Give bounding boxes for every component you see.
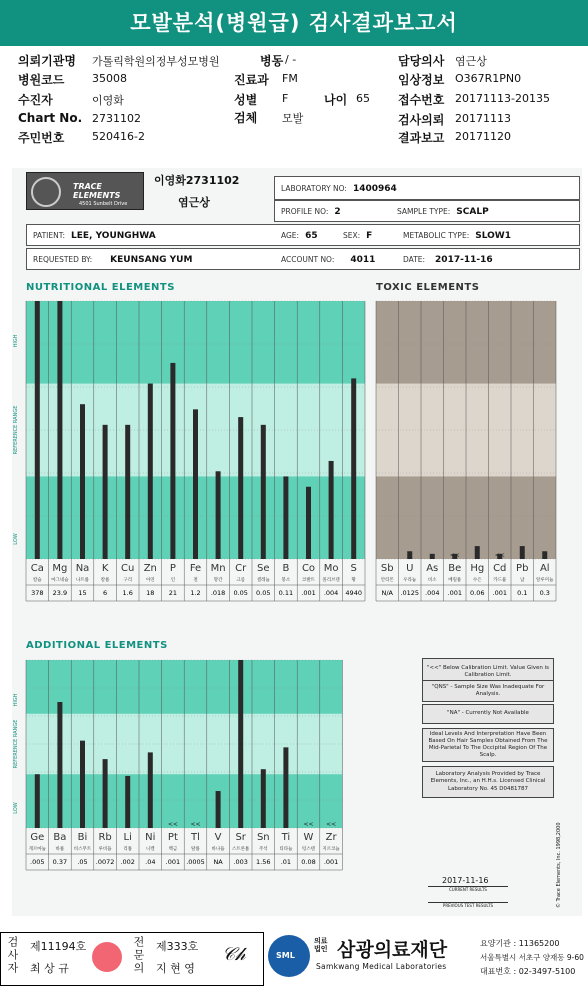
bar-ca (35, 301, 40, 559)
element-value-ge: .005 (30, 858, 45, 866)
bar-pb (520, 546, 525, 559)
element-korean-name: 카드뮴 (493, 578, 507, 583)
lab-name: 삼광의료재단 (337, 939, 448, 961)
element-value-zr: .001 (323, 858, 339, 866)
profile-value: 2 (334, 207, 341, 217)
previous-results-label: PREVIOUS TEST RESULTS (428, 902, 508, 908)
element-symbol-tl: Tl (191, 832, 200, 843)
element-korean-name: 게르마늄 (28, 847, 46, 852)
element-symbol-rb: Rb (98, 832, 112, 843)
element-symbol-ti: Ti (281, 832, 291, 843)
report-date-label: 결과보고 (398, 131, 445, 145)
element-value-ni: .04 (145, 858, 156, 866)
element-symbol-zr: Zr (325, 832, 337, 843)
bar-ba (57, 702, 62, 828)
department-value: FM (282, 72, 298, 85)
report-patient-field (33, 231, 156, 241)
date-value: 2017-11-16 (435, 255, 493, 265)
element-korean-name: 아연 (145, 578, 155, 583)
sex-label: 성별 (234, 93, 258, 107)
element-korean-name: 니켈 (145, 847, 155, 852)
element-symbol-b: B (282, 563, 290, 574)
doctor-label: 담당의사 (398, 54, 445, 68)
bar-p (170, 363, 175, 559)
institution-row (18, 52, 76, 69)
element-value-sn: 1.56 (256, 858, 271, 866)
element-korean-name: 황 (351, 578, 356, 583)
element-value-as: .004 (425, 589, 440, 597)
element-symbol-fe: Fe (189, 563, 202, 574)
element-symbol-sr: Sr (235, 832, 246, 843)
bar-cu (125, 425, 130, 559)
element-symbol-w: W (303, 832, 314, 843)
report-patient-label: PATIENT: (33, 231, 66, 240)
clinical-info-value: O367R1PN0 (455, 72, 522, 85)
report-patient-value: LEE, YOUNGHWA (71, 231, 156, 241)
bar-s (351, 378, 356, 559)
element-value-k: 6 (103, 589, 108, 597)
lab-phone: 대표번호 : 02-3497-5100 (480, 967, 576, 976)
bar-bi (80, 741, 85, 828)
note-below-limit: "<<" Below Calibration Limit. Value Given is Calibration Limit. (422, 658, 554, 686)
report-age-label: AGE: (281, 231, 300, 240)
element-value-ti: .01 (280, 858, 292, 866)
handwritten-patient: 이영화2731102 (154, 174, 240, 187)
element-symbol-se: Se (257, 563, 270, 574)
date-label: DATE: (403, 255, 426, 264)
request-date-value: 20171113 (455, 112, 511, 125)
below-limit-marker: << (449, 552, 460, 559)
element-symbol-li: Li (123, 832, 132, 843)
requested-field (33, 255, 192, 265)
metabolic-field (403, 231, 511, 241)
additional-chart (12, 652, 412, 892)
hospital-code-value: 35008 (92, 72, 127, 85)
element-korean-name: 셀레늄 (256, 578, 270, 583)
resident-no-value: 520416-2 (92, 130, 145, 143)
element-korean-name: 바나듐 (211, 847, 225, 852)
element-symbol-p: P (169, 563, 176, 574)
element-value-li: .002 (120, 858, 135, 866)
bar-sr (238, 660, 243, 828)
element-symbol-mo: Mo (323, 563, 339, 574)
element-korean-name: 지르코늄 (322, 847, 340, 852)
lab-no-field (281, 184, 397, 194)
toxic-title: TOXIC ELEMENTS (376, 282, 480, 293)
lab-english: Samkwang Medical Laboratories (316, 962, 447, 971)
element-symbol-ca: Ca (30, 563, 44, 574)
element-symbol-v: V (214, 832, 222, 843)
element-korean-name: 텅스텐 (301, 847, 316, 852)
receipt-no-label: 접수번호 (398, 93, 445, 107)
patient-value: 이영화 (92, 94, 124, 107)
element-value-be: .001 (447, 589, 462, 597)
element-value-zn: 18 (146, 589, 155, 597)
trace-elements-logo (26, 172, 144, 210)
bar-rb (103, 759, 108, 828)
current-results-date: 2017-11-16 (442, 876, 489, 885)
bar-u (407, 551, 412, 559)
bar-na (80, 404, 85, 559)
element-value-p: 21 (168, 589, 178, 597)
bar-se (261, 425, 266, 559)
element-korean-name: 바륨 (55, 847, 65, 852)
institution-label: 의뢰기관명 (18, 54, 76, 68)
element-value-u: .0125 (400, 589, 420, 597)
element-value-rb: .0072 (95, 858, 115, 866)
metabolic-label: METABOLIC TYPE: (403, 231, 470, 240)
chart-no-value: 2731102 (92, 112, 141, 125)
bar-al (542, 551, 547, 559)
element-symbol-sb: Sb (380, 563, 394, 574)
report-sex-field (343, 231, 372, 241)
specimen-label: 검체 (234, 111, 258, 125)
bar-li (125, 776, 130, 828)
bar-ti (283, 747, 288, 828)
receipt-no-value: 20171113-20135 (455, 92, 550, 105)
seal-stamp (92, 942, 122, 972)
profile-box (274, 200, 580, 222)
department-label: 진료과 (234, 73, 269, 87)
element-value-v: NA (213, 858, 223, 866)
element-korean-name: 베릴륨 (448, 578, 462, 583)
inspector-name: 최 상 규 (30, 962, 69, 975)
clinical-info-label: 임상정보 (398, 73, 445, 87)
account-field (281, 255, 375, 265)
element-korean-name: 안티몬 (380, 578, 394, 583)
element-symbol-ba: Ba (53, 832, 67, 843)
element-symbol-ge: Ge (30, 832, 45, 843)
hospital-code-label: 병원코드 (18, 73, 65, 87)
element-value-b: 0.11 (278, 589, 294, 597)
sample-type-field (397, 207, 489, 217)
hair-analysis-report (12, 168, 582, 916)
bar-v (216, 791, 221, 828)
sample-type-label: SAMPLE TYPE: (397, 207, 451, 216)
bar-mo (329, 461, 334, 559)
bar-mn (216, 471, 221, 559)
element-symbol-k: K (101, 563, 109, 574)
element-value-s: 4940 (345, 589, 362, 597)
element-korean-name: 리튬 (123, 847, 133, 852)
element-symbol-zn: Zn (143, 563, 157, 574)
element-value-cr: 0.05 (233, 589, 248, 597)
logo-address: 4501 Sunbelt Drive (79, 201, 128, 207)
report-title: 모발분석(병원급) 검사결과보고서 (0, 0, 588, 46)
element-korean-name: 알루미늄 (536, 578, 554, 583)
element-korean-name: 칼륨 (100, 578, 110, 583)
report-age-value: 65 (305, 231, 318, 241)
specialist-label: 전문의 (132, 936, 145, 975)
bar-zn (148, 384, 153, 559)
metabolic-value: SLOW1 (475, 231, 511, 241)
element-korean-name: 백금 (168, 847, 178, 852)
signature-icon: 𝒞𝒽 (222, 944, 246, 965)
element-symbol-cu: Cu (121, 563, 135, 574)
below-limit-marker: << (494, 552, 505, 559)
sml-text: SML (276, 951, 295, 960)
element-value-sb: N/A (381, 589, 393, 597)
element-korean-name: 비소 (427, 578, 437, 583)
element-symbol-ni: Ni (145, 832, 156, 843)
reference-range-label: REFERENCE RANGE (13, 719, 19, 769)
requested-value: KEUNSANG YUM (110, 255, 193, 265)
element-value-mo: .004 (323, 589, 339, 597)
element-korean-name: 우라늄 (403, 578, 417, 583)
element-korean-name: 주석 (258, 847, 268, 852)
request-date-label: 검사의뢰 (398, 113, 445, 127)
chart-no-label: Chart No. (18, 111, 83, 125)
bar-mg (57, 301, 62, 559)
element-symbol-cd: Cd (493, 563, 507, 574)
bar-hg (475, 546, 480, 559)
doctor-value: 염근상 (455, 55, 487, 68)
age-label: 나이 (324, 93, 348, 107)
report-date-value: 20171120 (455, 130, 511, 143)
element-korean-name: 붕소 (281, 578, 291, 583)
element-value-al: 0.3 (539, 589, 550, 597)
element-korean-name: 크롬 (236, 578, 246, 583)
below-limit-marker: << (167, 821, 178, 828)
resident-no-label: 주민번호 (18, 131, 65, 145)
element-symbol-u: U (406, 563, 414, 574)
element-value-se: 0.05 (256, 589, 271, 597)
element-symbol-pb: Pb (516, 563, 529, 574)
element-value-ba: 0.37 (52, 858, 68, 866)
sex-value: F (282, 92, 289, 105)
date-field (403, 255, 493, 265)
element-symbol-be: Be (448, 563, 462, 574)
element-value-sr: .003 (233, 858, 248, 866)
element-symbol-bi: Bi (77, 832, 88, 843)
element-symbol-pt: Pt (167, 832, 178, 843)
element-value-na: 15 (78, 589, 87, 597)
bar-ge (35, 774, 40, 828)
note-ideal-levels: Ideal Levels And Interpretation Have Been Based On Hair Samples Obtained From The Mid-Parietal To The Occipital Region Of The Scalp. (422, 728, 554, 762)
element-symbol-mg: Mg (52, 563, 68, 574)
below-limit-marker: << (303, 821, 314, 828)
specialist-no: 제333호 (156, 940, 199, 953)
element-value-cd: .001 (492, 589, 507, 597)
lab-address: 서울특별시 서초구 양재동 9-60 (480, 953, 584, 962)
low-label: LOW (13, 802, 19, 814)
element-korean-name: 나트륨 (75, 578, 90, 583)
note-lab-info: Laboratory Analysis Provided by Trace Elements, Inc., an H.H.s. Licensed Clinical Laboratory No. 45 D0481787 (422, 766, 554, 798)
element-korean-name: 망간 (213, 578, 223, 583)
element-symbol-al: Al (539, 563, 550, 574)
element-symbol-s: S (350, 563, 357, 574)
element-korean-name: 수은 (472, 578, 482, 583)
logo-name: TRACE ELEMENTS (73, 182, 121, 200)
element-symbol-cr: Cr (235, 563, 247, 574)
account-label: ACCOUNT NO: (281, 255, 335, 264)
element-symbol-hg: Hg (470, 563, 485, 574)
requested-box (26, 248, 580, 270)
bar-b (283, 476, 288, 559)
report-sex-label: SEX: (343, 231, 361, 240)
nutritional-title: NUTRITIONAL ELEMENTS (26, 282, 175, 293)
profile-field (281, 207, 341, 217)
element-korean-name: 마그네슘 (51, 578, 69, 583)
element-value-fe: 1.2 (190, 589, 201, 597)
element-korean-name: 납 (520, 578, 525, 583)
element-value-tl: .0005 (186, 858, 205, 866)
below-limit-marker: << (326, 821, 337, 828)
element-value-cu: 1.6 (122, 589, 133, 597)
requested-label: REQUESTED BY: (33, 255, 93, 264)
institution-value: 가톨릭학원의정부성모병원 (92, 55, 220, 68)
lab-no-value: 1400964 (352, 184, 397, 194)
element-value-mg: 23.9 (52, 589, 68, 597)
lab-no-box (274, 176, 580, 200)
reference-range-label: REFERENCE RANGE (13, 405, 19, 455)
handwritten-doctor: 염근상 (178, 196, 210, 209)
element-symbol-mn: Mn (210, 563, 226, 574)
note-na: "NA" - Currently Not Available (422, 704, 554, 724)
patient-label: 수진자 (18, 93, 53, 107)
element-value-mn: .018 (210, 589, 226, 597)
inspector-label: 검사자 (6, 936, 19, 975)
globe-icon (31, 177, 61, 207)
bar-cr (238, 417, 243, 559)
element-korean-name: 티타늄 (279, 847, 293, 852)
current-results-label: CURRENT RESULTS (428, 886, 508, 892)
lab-prefix: 의료법인 (314, 937, 328, 953)
below-limit-marker: << (190, 821, 201, 828)
nutritional-chart (12, 293, 374, 623)
element-korean-name: 인 (170, 578, 176, 583)
element-korean-name: 칼슘 (32, 578, 42, 583)
additional-title: ADDITIONAL ELEMENTS (26, 640, 168, 651)
bar-sn (261, 769, 266, 828)
element-value-pt: .001 (165, 858, 181, 866)
note-qns: "QNS" - Sample Size Was Inadequate For Analysis. (422, 680, 554, 702)
patient-box (26, 224, 580, 246)
agency-code: 요양기관 : 11365200 (480, 939, 560, 948)
bar-ni (148, 752, 153, 828)
high-label: HIGH (13, 693, 19, 707)
element-value-co: .001 (301, 589, 316, 597)
bar-as (430, 554, 435, 559)
element-korean-name: 몰리브덴 (322, 578, 340, 583)
account-value: 4011 (350, 255, 376, 265)
bar-co (306, 487, 311, 559)
element-korean-name: 탈륨 (191, 847, 200, 852)
element-korean-name: 루비듐 (98, 847, 112, 852)
bar-fe (193, 409, 198, 559)
ward-value: / - (285, 53, 297, 66)
bar-k (103, 425, 108, 559)
inspector-no: 제11194호 (30, 940, 87, 953)
element-korean-name: 스트론튬 (232, 847, 250, 852)
element-symbol-na: Na (75, 563, 90, 574)
element-korean-name: 철 (193, 578, 198, 583)
toxic-chart (374, 293, 582, 623)
specialist-name: 지 현 영 (156, 962, 195, 975)
lab-no-label: LABORATORY NO: (281, 184, 347, 193)
report-sex-value: F (366, 231, 373, 241)
element-value-hg: 0.06 (470, 589, 485, 597)
element-value-ca: 378 (31, 589, 44, 597)
element-korean-name: 구리 (123, 578, 133, 583)
specimen-value: 모발 (282, 112, 304, 125)
ward-label: 병동 (260, 54, 284, 68)
low-label: LOW (13, 533, 19, 545)
copyright: © Trace Elements, Inc. 1998,2000 (556, 822, 562, 908)
element-value-pb: 0.1 (517, 589, 528, 597)
element-symbol-sn: Sn (256, 832, 270, 843)
element-symbol-co: Co (301, 563, 316, 574)
element-korean-name: 코발트 (301, 578, 316, 583)
element-value-w: 0.08 (301, 858, 316, 866)
sample-type-value: SCALP (456, 207, 489, 217)
age-value: 65 (356, 92, 370, 105)
profile-label: PROFILE NO: (281, 207, 329, 216)
element-value-bi: .05 (77, 858, 88, 866)
high-label: HIGH (13, 334, 19, 348)
element-symbol-as: As (426, 563, 439, 574)
element-korean-name: 비스무트 (73, 847, 92, 852)
report-age-field (281, 231, 318, 241)
